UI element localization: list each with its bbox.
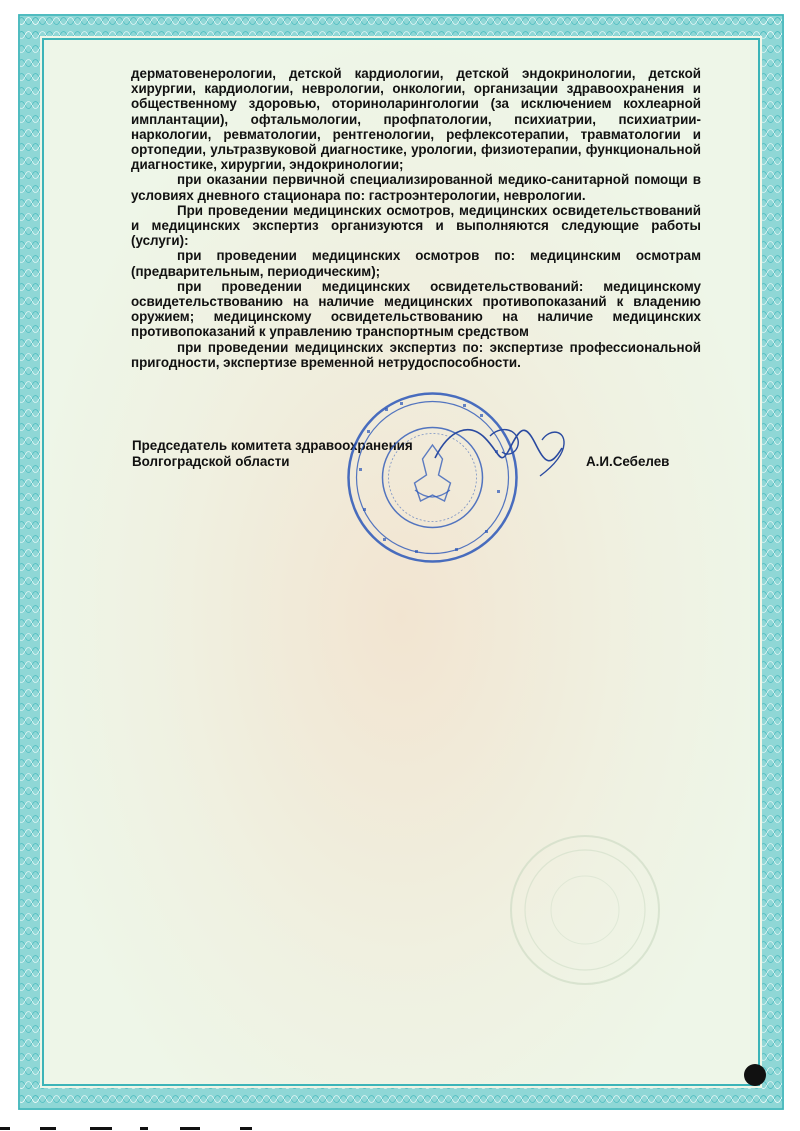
signatory-name: А.И.Себелев — [586, 454, 670, 469]
watermark-emblem — [505, 830, 665, 990]
license-text — [131, 66, 701, 370]
signatory-title-line2: Волгоградской области — [132, 454, 290, 469]
paragraph-expertise: при проведении медицинских экспертиз по: экспертизе профессиональной пригодности, экспертизе временной нетрудоспособности. — [131, 339, 701, 370]
binder-hole — [744, 1064, 766, 1086]
handwritten-signature — [430, 418, 570, 478]
paragraph-certifications: при проведении медицинских освидетельствований: медицинскому освидетельствованию на наличие медицинских противопоказаний к владению оружием; медицинскому освидетельствованию на наличие медицинских противопоказаний к управлению транспортным средством — [131, 278, 701, 340]
paragraph-medical-checkups: при проведении медицинских осмотров по: медицинским осмотрам (предварительным, периодическим); — [131, 248, 701, 279]
scan-edge-marks — [0, 1124, 800, 1131]
paragraph-day-hospital: при оказании первичной специализированной медико-санитарной помощи в условиях дневного стационара по: гастроэнтерологии, неврологии. — [131, 172, 701, 203]
signatory-title-line1: Председатель комитета здравоохранения — [132, 438, 413, 453]
paragraph-examinations-intro: При проведении медицинских осмотров, медицинских освидетельствований и медицинских экспертиз организуются и выполняются следующие работы (услуги): — [131, 202, 701, 249]
paragraph-specialties: дерматовенерологии, детской кардиологии, детской эндокринологии, детской хирургии, кардиологии, неврологии, онкологии, организации здравоохранения и общественному здоровью, оториноларингологии (за исключением кохлеарной имплантации), офтальмологии, профпатологии, психиатрии, психиатрии-наркологии, ревматологии, рентгенологии, рефлексотерапии, травматологии и ортопедии, ультразвуковой диагностике, урологии, физиотерапии, функциональной диагностике, хирургии, эндокринологии; — [131, 66, 701, 173]
